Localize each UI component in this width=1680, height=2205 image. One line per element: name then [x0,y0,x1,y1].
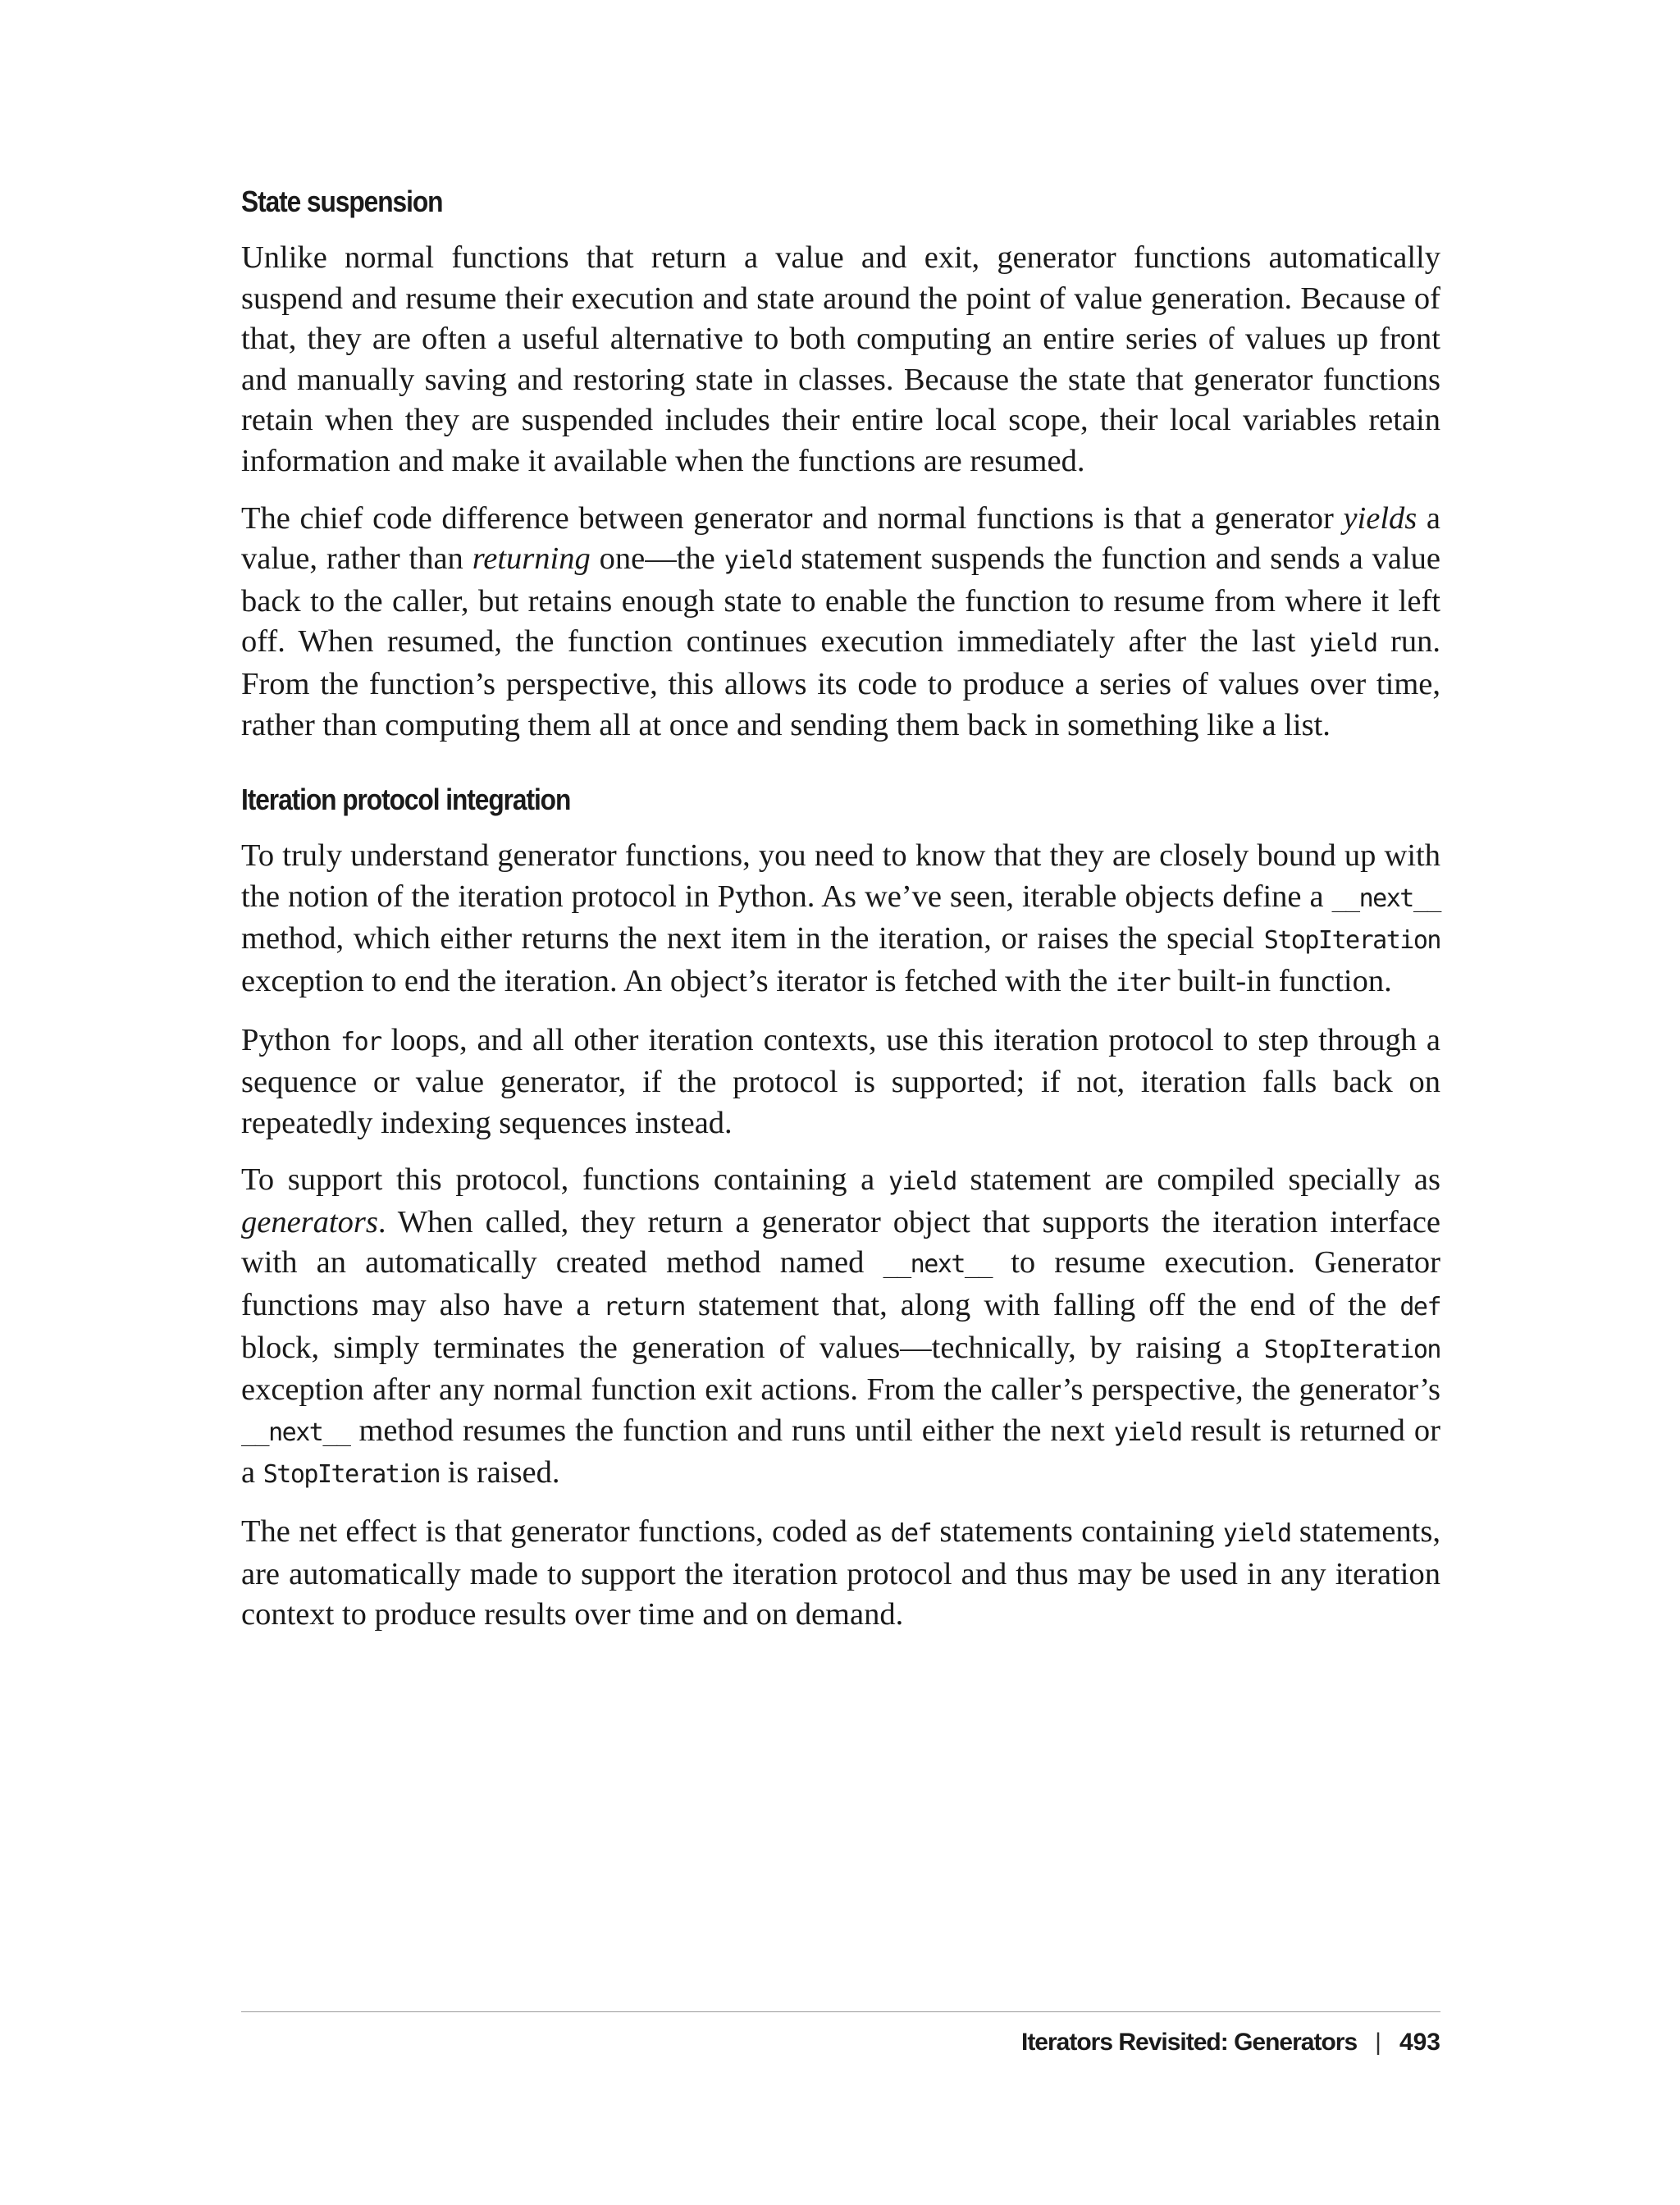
code-return: return [603,1293,685,1322]
paragraph-iteration-protocol-1 [241,836,1440,1003]
code-yield: yield [888,1167,956,1197]
text-run: To support this protocol, functions containing a [241,1162,888,1198]
paragraph-state-suspension-2 [241,499,1440,746]
text-run: to resume execution. Generator functions may also have a [241,1245,1440,1323]
page-number: 493 [1399,2029,1440,2056]
text-run: run. From the function’s perspective, this allows its code to produce a series of values over time, rather than computing them all at once and sending them back in something like a list. [241,624,1440,742]
emphasis-generators: generators [241,1204,378,1239]
code-stopiteration: StopIteration [262,1460,441,1490]
code-stopiteration: StopIteration [1263,1335,1440,1364]
text-run: block, simply terminates the generation of values—technically, by raising a [241,1330,1264,1365]
text-run: statement are compiled specially as [956,1162,1440,1198]
text-run: a value, rather than [241,500,1441,577]
text-run: exception after any normal function exit actions. From the caller’s perspective, the generator’s [241,1372,1440,1408]
text-run: loops, and all other iteration contexts, use this iteration protocol to step through a sequence or value generator, if the protocol is supported; if not, iteration falls back on repeatedly indexing sequences instead. [241,1022,1441,1140]
code-iter: iter [1115,968,1171,998]
code-yield: yield [1308,629,1377,659]
code-yield: yield [724,546,792,576]
footer-separator: | [1375,2029,1381,2056]
code-for: for [340,1027,381,1057]
text-run: is raised. [440,1455,560,1491]
text-run: . When called, they return a generator object that supports the iteration interface with an automatically created method named [241,1204,1440,1281]
text-run: To truly understand generator functions, you need to know that they are closely bound up with the notion of the iteration protocol in Python. As we’ve seen, iterable objects define a [241,838,1440,914]
code-yield: yield [1222,1519,1291,1549]
text-run: method resumes the function and runs until either the next [349,1413,1114,1448]
section-heading-state-suspension: State suspension [241,185,443,218]
text-run: Python [241,1022,341,1057]
code-next: __next__ [883,1250,993,1280]
text-run: one—the [590,541,724,577]
text-run: statement that, along with falling off the end of the [684,1288,1400,1323]
text-run: result is returned or a [241,1413,1440,1491]
code-def: def [1399,1293,1441,1322]
code-yield: yield [1113,1418,1182,1447]
text-run: built-in function. [1170,963,1392,998]
code-stopiteration: StopIteration [1263,926,1440,956]
text-run: The net effect is that generator functions, coded as [241,1514,891,1550]
code-def: def [890,1519,932,1549]
section-heading-iteration-protocol: Iteration protocol integration [241,783,571,817]
text-run: statement suspends the function and sends a value back to the caller, but retains enough state to enable the function to resume from where it left off. When resumed, the function continues execution immediately after the last [241,541,1441,660]
text-run: The chief code difference between generator and normal functions is that a generator [241,500,1344,536]
text-run: method, which either returns the next item in the iteration, or raises the special [241,921,1264,956]
running-title: Iterators Revisited: Generators [1020,2029,1358,2056]
text-run: exception to end the iteration. An object’s iterator is fetched with the [241,963,1116,998]
paragraph-state-suspension-1: Unlike normal functions that return a value and exit, generator functions automatically suspend and resume their execution and state around the point of value generation. Because of that, they are often a useful alternative to both computing an entire series of values up front and manually saving and restoring state in classes. Because the state that generator functions retain when they are suspended includes their entire local scope, their local variables retain information and make it available when the functions are resumed. [241,240,1440,478]
text-run: statements containing [931,1514,1223,1550]
paragraph-iteration-protocol-2 [241,1020,1440,1144]
emphasis-yields: yields [1343,500,1418,536]
emphasis-returning: returning [472,541,591,577]
text-run: statements, are automatically made to support the iteration protocol and thus may be used in any iteration context to produce results over time and on demand. [241,1514,1440,1632]
paragraph-iteration-protocol-4 [241,1512,1440,1636]
page-footer [1021,2026,1440,2059]
footer-divider [241,2011,1440,2012]
paragraph-iteration-protocol-3 [241,1160,1440,1495]
code-next: __next__ [1331,883,1440,913]
code-next: __next__ [241,1418,350,1447]
page-body [241,179,1440,1652]
